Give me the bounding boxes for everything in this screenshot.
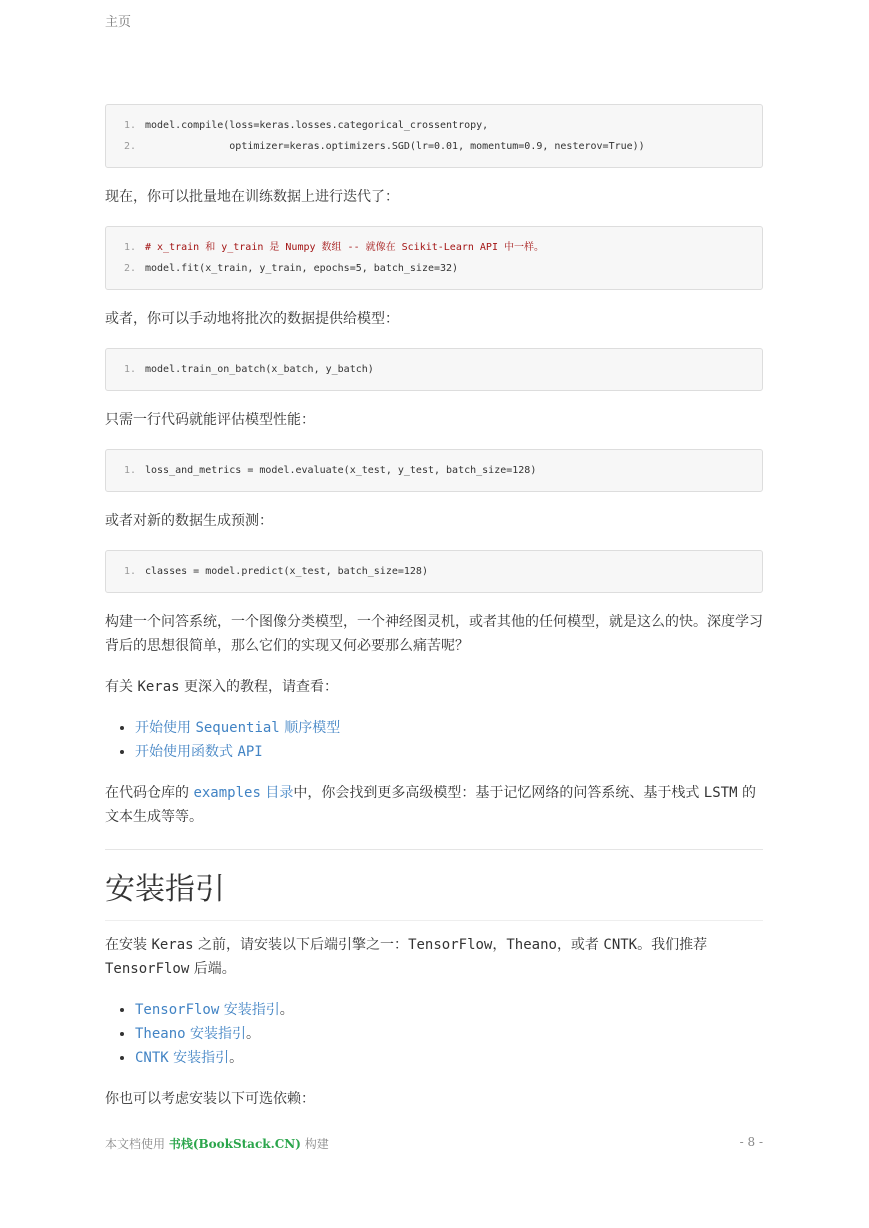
install-list <box>105 998 763 1070</box>
list-item <box>135 1022 763 1046</box>
code-text: classes = model.predict(x_test, batch_size=128) <box>145 566 428 577</box>
paragraph: 构建一个问答系统，一个图像分类模型，一个神经图灵机，或者其他的任何模型，就是这么的快。深度学习背后的思想很简单，那么它们的实现又何必要那么痛苦呢？ <box>105 614 763 654</box>
install-link-cntk[interactable]: CNTK 安装指引 <box>135 1050 230 1066</box>
inline-code: CNTK <box>603 937 638 953</box>
paragraph <box>105 781 763 829</box>
tutorial-link-functional-api[interactable]: 开始使用函数式 API <box>135 744 263 760</box>
list-item <box>135 998 763 1022</box>
inline-code: Keras <box>137 679 180 695</box>
paragraph: 或者对新的数据生成预测： <box>105 513 273 529</box>
code-block <box>105 226 763 290</box>
code-text: model.compile(loss=keras.losses.categorical_crossentropy, <box>145 120 489 131</box>
code-comment: # x_train 和 y_train 是 Numpy 数组 -- 就像在 Scikit-Learn API 中一样。 <box>145 242 544 253</box>
line-number: 1. <box>123 465 136 476</box>
examples-link[interactable]: examples 目录 <box>193 785 294 801</box>
text: 在安装 <box>105 937 152 953</box>
text: 后端。 <box>189 961 236 977</box>
text: 的文本生成等等。 <box>105 785 756 825</box>
code-text: optimizer=keras.optimizers.SGD(lr=0.01, momentum=0.9, nesterov=True)) <box>145 141 645 152</box>
line-number: 2. <box>123 141 136 152</box>
code-line <box>106 237 762 258</box>
inline-code: Keras <box>151 937 194 953</box>
text: 。 <box>279 1002 294 1018</box>
page-number: - 8 - <box>739 1135 763 1149</box>
list-item <box>135 1046 763 1070</box>
text: 。我们推荐 <box>637 937 708 953</box>
code-block <box>105 104 763 168</box>
section-heading-install: 安装指引 <box>105 870 763 921</box>
tutorial-list <box>105 716 763 764</box>
text: 之前，请安装以下后端引擎之一： <box>193 937 409 953</box>
page-header-title[interactable]: 主页 <box>105 15 132 30</box>
code-block <box>105 550 763 593</box>
inline-code: LSTM <box>703 785 738 801</box>
code-text: loss_and_metrics = model.evaluate(x_test, y_test, batch_size=128) <box>145 465 537 476</box>
text: 本文档使用 <box>105 1137 169 1151</box>
code-block <box>105 348 763 391</box>
install-link-theano[interactable]: Theano 安装指引 <box>135 1026 247 1042</box>
text: 在代码仓库的 <box>105 785 194 801</box>
install-link-tensorflow[interactable]: TensorFlow 安装指引 <box>135 1002 280 1018</box>
line-number: 1. <box>123 566 136 577</box>
text: 有关 <box>105 679 138 695</box>
main-content <box>105 104 763 1128</box>
code-line <box>106 359 762 380</box>
code-line <box>106 136 762 157</box>
tutorial-link-sequential[interactable]: 开始使用 Sequential 顺序模型 <box>135 720 341 736</box>
line-number: 1. <box>123 364 136 375</box>
paragraph: 你也可以考虑安装以下可选依赖： <box>105 1091 315 1107</box>
inline-code: TensorFlow <box>105 961 190 977</box>
text: 。 <box>229 1050 244 1066</box>
code-line <box>106 460 762 481</box>
paragraph: 只需一行代码就能评估模型性能： <box>105 412 315 428</box>
line-number: 1. <box>123 120 136 131</box>
paragraph <box>105 933 763 981</box>
line-number: 1. <box>123 242 136 253</box>
paragraph <box>105 675 763 699</box>
code-line <box>106 258 762 279</box>
text: 。 <box>246 1026 261 1042</box>
text: 构建 <box>300 1137 329 1151</box>
inline-code: TensorFlow <box>408 937 493 953</box>
code-block <box>105 449 763 492</box>
paragraph: 或者，你可以手动地将批次的数据提供给模型： <box>105 311 399 327</box>
footer-credit <box>105 1135 329 1152</box>
line-number: 2. <box>123 263 136 274</box>
text: ， <box>492 937 507 953</box>
inline-code: Theano <box>506 937 557 953</box>
code-text: model.train_on_batch(x_batch, y_batch) <box>145 364 374 375</box>
text: ，或者 <box>556 937 604 953</box>
code-text: model.fit(x_train, y_train, epochs=5, batch_size=32) <box>145 263 459 274</box>
list-item <box>135 716 763 740</box>
code-line <box>106 561 762 582</box>
text: 中，你会找到更多高级模型：基于记忆网络的问答系统、基于栈式 <box>293 785 704 801</box>
bookstack-link[interactable]: 书栈(BookStack.CN) <box>168 1137 301 1151</box>
text: 更深入的教程，请查看： <box>179 679 339 695</box>
code-line <box>106 115 762 136</box>
paragraph: 现在，你可以批量地在训练数据上进行迭代了： <box>105 189 399 205</box>
divider <box>105 849 763 850</box>
list-item <box>135 740 763 764</box>
